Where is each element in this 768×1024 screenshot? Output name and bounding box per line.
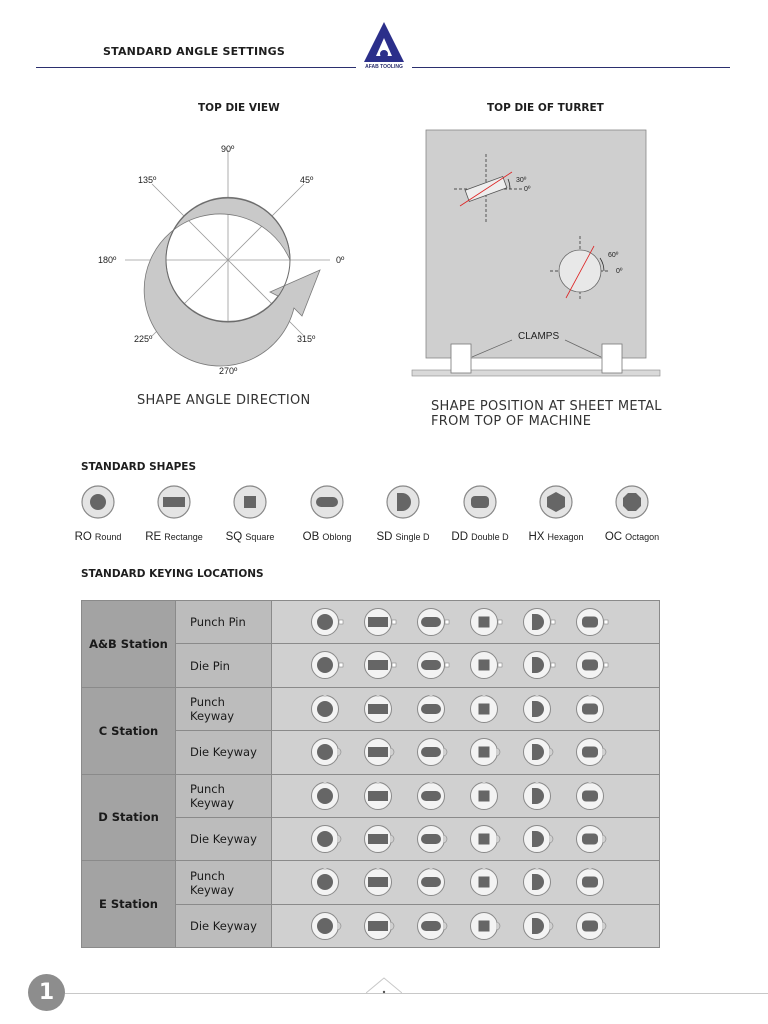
standard-shapes-title: STANDARD SHAPES [81,461,197,473]
keying-round-icon [310,737,346,767]
shape-item-double-d [440,484,520,543]
keying-round-icon [310,650,346,680]
shape-code: OC [604,531,623,543]
angle-0b-label: 0º [616,268,623,275]
keying-oblong-icon [416,911,452,941]
round-shape-icon [80,484,116,520]
rectangle-shape-icon [156,484,192,520]
shape-code: SQ [225,531,243,543]
keying-square-icon [469,867,505,897]
angle-label-45: 45º [300,175,314,185]
keying-round-icon [310,824,346,854]
logo-text: AFAB TOOLING [356,64,412,70]
top-die-view-title: TOP DIE VIEW [198,102,280,114]
footer-rule [65,993,768,994]
key-type-cell: Die Pin [176,644,272,687]
keying-rect-icon [363,737,399,767]
page-number: 1 [28,974,65,1011]
keying-doubled-icon [575,824,611,854]
keying-rect-icon [363,694,399,724]
standard-shapes-row [74,484,680,544]
angle-direction-diagram [90,140,370,385]
key-icons-cell [272,817,660,860]
key-type-cell: Die Keyway [176,731,272,774]
keying-square-icon [469,781,505,811]
keying-title: STANDARD KEYING LOCATIONS [81,568,264,580]
angle-label-0: 0º [336,255,345,265]
shape-code: HX [528,531,545,543]
shape-item-round [58,484,138,543]
table-row [82,774,660,817]
angle-label-225: 225º [134,334,153,344]
shape-item-single-d [363,484,443,543]
keying-square-icon [469,824,505,854]
key-type-cell: Die Keyway [176,817,272,860]
keying-doubled-icon [575,694,611,724]
angle-label-90: 90º [221,144,235,154]
key-icons-cell [272,687,660,730]
shape-item-hexagon [516,484,596,543]
keying-singled-icon [522,911,558,941]
table-row [82,601,660,644]
keying-doubled-icon [575,737,611,767]
keying-table [81,600,660,948]
keying-oblong-icon [416,781,452,811]
shape-name: Rectange [164,532,203,542]
keying-doubled-icon [575,781,611,811]
shape-name: Square [245,532,275,542]
hexagon-shape-icon [538,484,574,520]
key-type-cell: Punch Keyway [176,687,272,730]
key-type-cell: Punch Keyway [176,861,272,904]
key-icons-cell [272,731,660,774]
keying-round-icon [310,694,346,724]
clamps-label: CLAMPS [518,331,560,342]
keying-singled-icon [522,737,558,767]
keying-round-icon [310,867,346,897]
double-d-shape-icon [462,484,498,520]
keying-oblong-icon [416,737,452,767]
station-cell: D Station [82,774,176,861]
key-icons-cell [272,904,660,947]
keying-rect-icon [363,650,399,680]
keying-singled-icon [522,781,558,811]
angle-60-label: 60º [608,252,619,259]
keying-rect-icon [363,911,399,941]
shape-code: OB [302,531,320,543]
keying-round-icon [310,607,346,637]
keying-rect-icon [363,781,399,811]
shape-name: Double D [471,532,509,542]
shape-code: RO [74,531,92,543]
keying-singled-icon [522,867,558,897]
page-header-title: STANDARD ANGLE SETTINGS [103,45,286,58]
keying-doubled-icon [575,607,611,637]
shape-name: Octagon [625,532,660,542]
shape-item-square [210,484,290,543]
angle-label-135: 135º [138,175,157,185]
angle-label-315: 315º [297,334,316,344]
keying-singled-icon [522,650,558,680]
angle-30-label: 30º [516,177,527,184]
keying-oblong-icon [416,650,452,680]
single-d-shape-icon [385,484,421,520]
angle-label-270: 270º [219,366,238,376]
keying-oblong-icon [416,694,452,724]
key-type-cell: Punch Keyway [176,774,272,817]
keying-singled-icon [522,694,558,724]
oblong-shape-icon [309,484,345,520]
key-type-cell: Die Keyway [176,904,272,947]
shape-angle-caption: SHAPE ANGLE DIRECTION [137,393,311,408]
table-row [82,861,660,904]
keying-singled-icon [522,824,558,854]
keying-singled-icon [522,607,558,637]
key-icons-cell [272,644,660,687]
angle-0a-label: 0º [524,186,531,193]
keying-round-icon [310,911,346,941]
keying-doubled-icon [575,650,611,680]
shape-code: SD [376,531,393,543]
square-shape-icon [232,484,268,520]
shape-code: DD [451,531,469,543]
shape-item-rectangle [134,484,214,543]
keying-doubled-icon [575,867,611,897]
keying-square-icon [469,737,505,767]
keying-round-icon [310,781,346,811]
shape-name: Oblong [322,532,352,542]
keying-square-icon [469,911,505,941]
turret-caption-line2: FROM TOP OF MACHINE [431,414,592,429]
station-cell: C Station [82,687,176,774]
shape-name: Hexagon [547,532,584,542]
keying-rect-icon [363,824,399,854]
keying-rect-icon [363,607,399,637]
station-cell: A&B Station [82,601,176,688]
key-type-cell: Punch Pin [176,601,272,644]
keying-square-icon [469,650,505,680]
key-icons-cell [272,601,660,644]
key-icons-cell [272,861,660,904]
shape-item-octagon [592,484,672,543]
shape-name: Round [94,532,122,542]
turret-diagram [410,128,662,380]
footer-notch-icon [366,976,402,996]
key-icons-cell [272,774,660,817]
keying-square-icon [469,694,505,724]
shape-code: RE [145,531,162,543]
turret-caption-line1: SHAPE POSITION AT SHEET METAL [431,399,662,414]
angle-label-180: 180º [98,255,117,265]
table-row [82,687,660,730]
top-die-turret-title: TOP DIE OF TURRET [487,102,604,114]
keying-oblong-icon [416,607,452,637]
octagon-shape-icon [614,484,650,520]
station-cell: E Station [82,861,176,948]
keying-oblong-icon [416,867,452,897]
keying-doubled-icon [575,911,611,941]
keying-rect-icon [363,867,399,897]
keying-oblong-icon [416,824,452,854]
keying-square-icon [469,607,505,637]
shape-name: Single D [395,532,430,542]
shape-item-oblong [287,484,367,543]
